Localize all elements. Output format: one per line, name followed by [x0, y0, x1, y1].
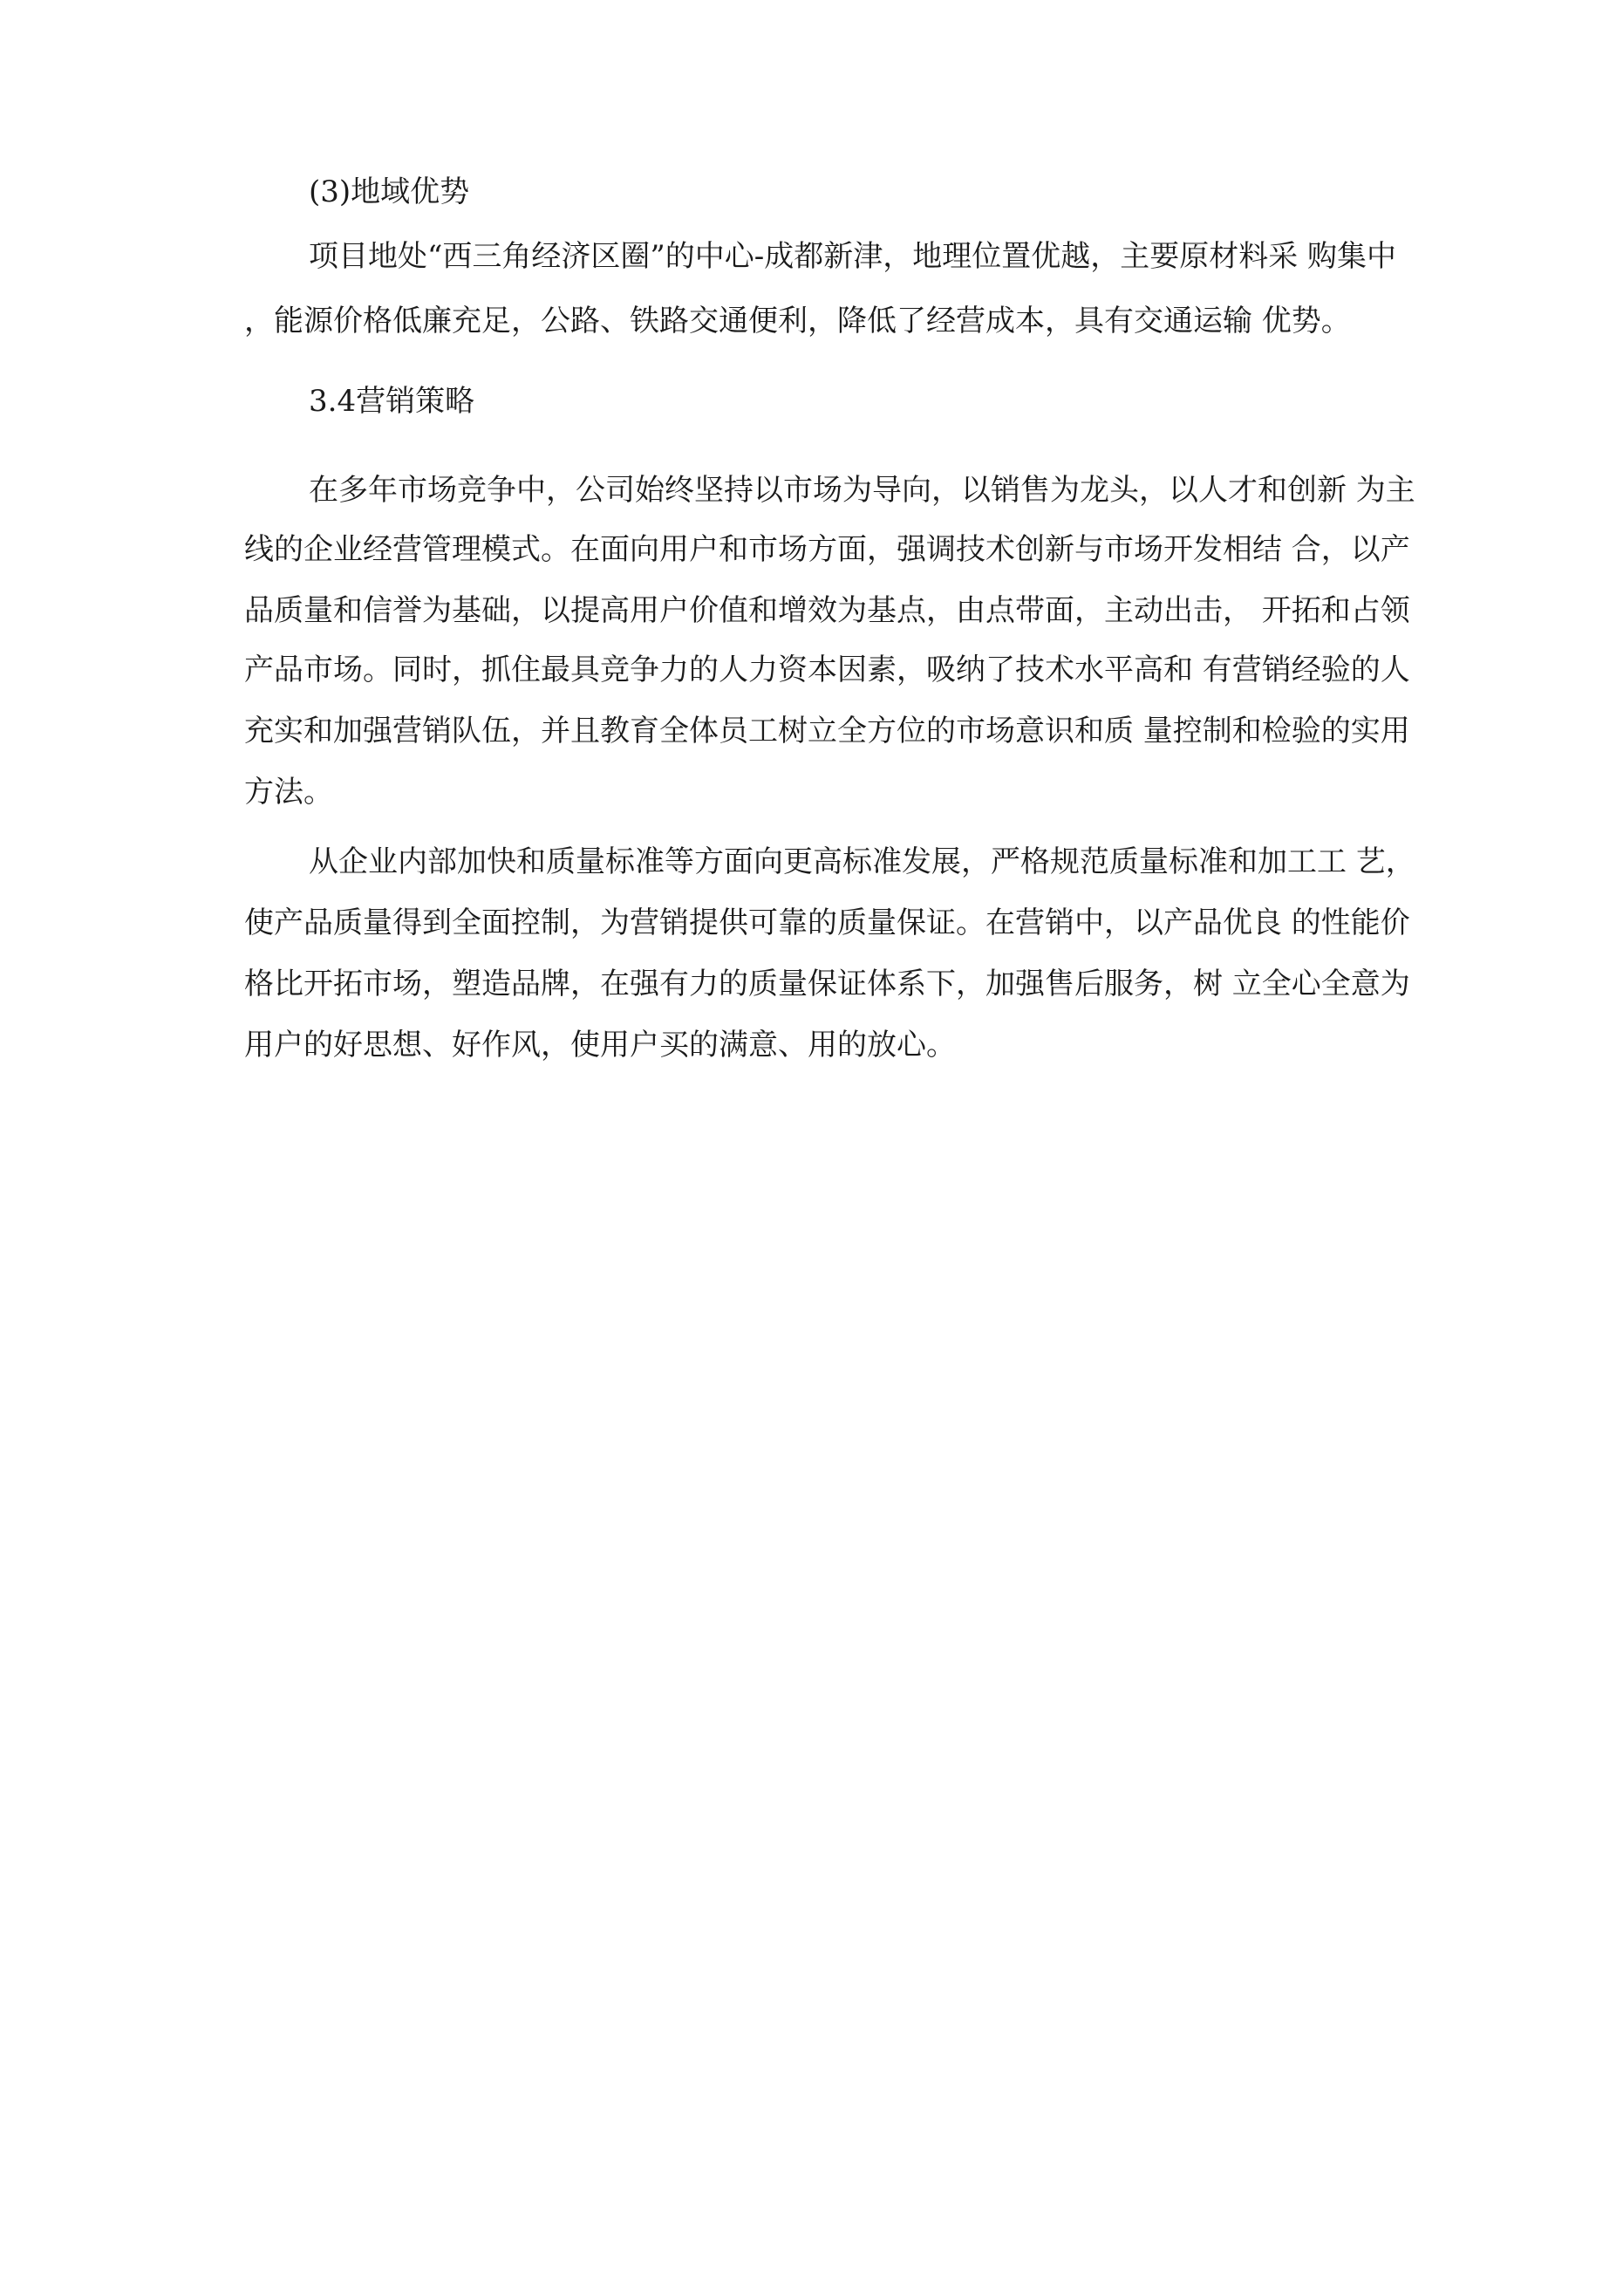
paragraph-line: ，能源价格低廉充足，公路、铁路交通便利，降低了经营成本，具有交通运输 优势。 — [244, 304, 1351, 338]
paragraph-line: 充实和加强营销队伍，并且教育全体员工树立全方位的市场意识和质 量控制和检验的实用 — [244, 714, 1410, 748]
paragraph-line: 用户的好思想、好作风，使用户买的满意、用的放心。 — [244, 1028, 956, 1063]
paragraph-line: 产品市场。同时，抓住最具竞争力的人力资本因素，吸纳了技术水平高和 有营销经验的人 — [244, 653, 1410, 687]
paragraph-line: 在多年市场竞争中，公司始终坚持以市场为导向，以销售为龙头，以人才和创新 为主 — [309, 473, 1415, 508]
paragraph-line: 方法。 — [244, 775, 333, 810]
paragraph-line: 线的企业经营管理模式。在面向用户和市场方面，强调技术创新与市场开发相结 合，以产 — [244, 532, 1410, 567]
paragraph-line: 从企业内部加快和质量标准等方面向更高标准发展，严格规范质量标准和加工工 艺， — [309, 844, 1415, 879]
section-heading-regional-advantage: (3)地域优势 — [309, 174, 470, 209]
paragraph-line: 项目地处“西三角经济区圈”的中心-成都新津，地理位置优越，主要原材料采 购集中 — [309, 239, 1397, 274]
section-heading-marketing-strategy: 3.4营销策略 — [309, 384, 475, 419]
paragraph-line: 品质量和信誉为基础，以提高用户价值和增效为基点，由点带面，主动出击， 开拓和占领 — [244, 593, 1410, 628]
paragraph-line: 格比开拓市场，塑造品牌，在强有力的质量保证体系下，加强售后服务，树 立全心全意为 — [244, 967, 1410, 1001]
paragraph-line: 使产品质量得到全面控制，为营销提供可靠的质量保证。在营销中，以产品优良 的性能价 — [244, 905, 1410, 940]
